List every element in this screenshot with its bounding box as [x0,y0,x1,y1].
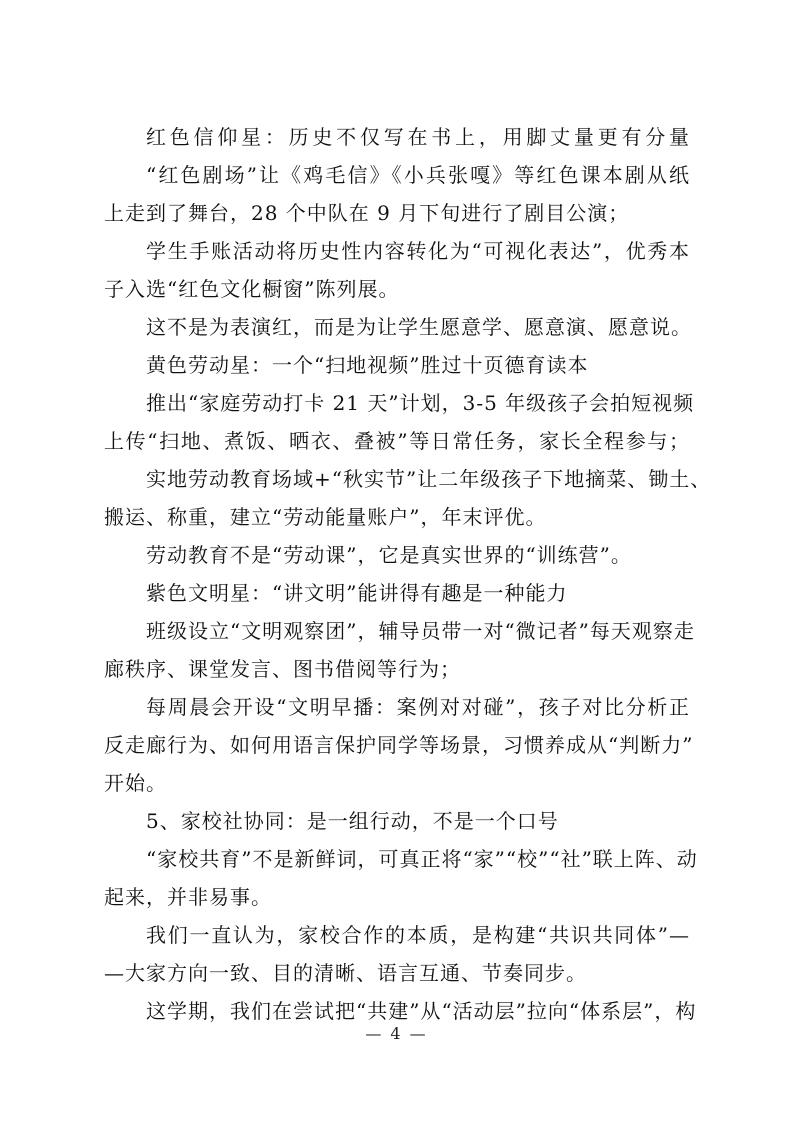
page-number: — 4 — [365,1024,428,1043]
paragraph-line: 搬运、称重，建立“劳动能量账户”，年末评优。 [104,505,547,529]
paragraph-line: 起来，并非易事。 [104,885,272,909]
paragraph-line: 实地劳动教育场域+“秋实节”让二年级孩子下地摘菜、锄土、 [146,467,712,491]
paragraph-line: 廊秩序、课堂发言、图书借阅等行为； [104,657,461,681]
paragraph-line: 开始。 [104,771,167,795]
paragraph-line: 这不是为表演红，而是为让学生愿意学、愿意演、愿意说。 [146,315,692,339]
paragraph-line: 班级设立“文明观察团”，辅导员带一对“微记者”每天观察走 [146,619,695,643]
paragraph-line: 子入选“红色文化橱窗”陈列展。 [104,277,400,301]
section-heading-red-faith: 红色信仰星：历史不仅写在书上，用脚丈量更有分量 [146,125,690,149]
paragraph-line: 这学期，我们在尝试把“共建”从“活动层”拉向“体系层”，构 [146,999,697,1023]
paragraph-line: 学生手账活动将历史性内容转化为“可视化表达”，优秀本 [146,239,690,263]
paragraph-line: “红色剧场”让《鸡毛信》《小兵张嘎》等红色课本剧从纸 [146,163,690,187]
section-heading-purple-civility: 紫色文明星：“讲文明”能讲得有趣是一种能力 [146,581,568,605]
paragraph-line: 上传“扫地、煮饭、晒衣、叠被”等日常任务，家长全程参与； [104,429,690,453]
paragraph-line: 劳动教育不是“劳动课”，它是真实世界的“训练营”。 [146,543,632,567]
paragraph-line: 上走到了舞台，28 个中队在 9 月下旬进行了剧目公演； [104,201,630,225]
paragraph-line: 推出“家庭劳动打卡 21 天”计划，3-5 年级孩子会拍短视频 [146,391,695,415]
paragraph-line: —大家方向一致、目的清晰、语言互通、节奏同步。 [104,961,587,985]
paragraph-line: 反走廊行为、如何用语言保护同学等场景，习惯养成从“判断力” [104,733,694,757]
section-heading-home-school: 5、家校社协同：是一组行动，不是一个口号 [146,809,559,833]
paragraph-line: 我们一直认为，家校合作的本质，是构建“共识共同体”— [146,923,690,947]
paragraph-line: 每周晨会开设“文明早播：案例对对碰”，孩子对比分析正 [146,695,690,719]
section-heading-yellow-labor: 黄色劳动星：一个“扫地视频”胜过十页德育读本 [146,353,589,377]
paragraph-line: “家校共育”不是新鲜词，可真正将“家”“校”“社”联上阵、动 [146,847,698,871]
